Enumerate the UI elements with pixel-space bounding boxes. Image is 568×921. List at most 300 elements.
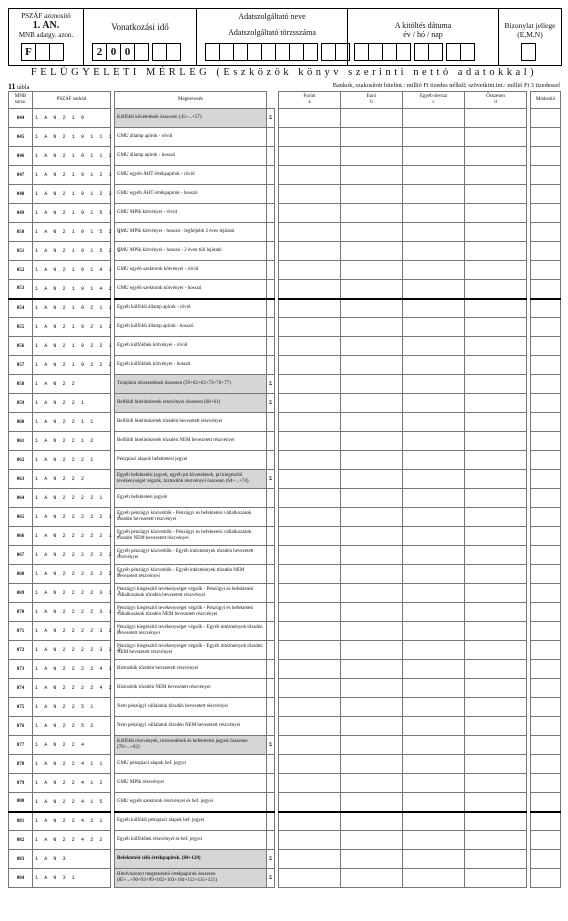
modosito-cell[interactable]: [531, 223, 561, 242]
osszesen-cell[interactable]: [465, 679, 527, 698]
modosito-cell[interactable]: [531, 166, 561, 185]
modosito-cell[interactable]: [531, 774, 561, 793]
row-code: 1 A N 2 2 2 2 2 2 1: [33, 546, 111, 565]
modosito-cell[interactable]: [531, 413, 561, 432]
forint-cell[interactable]: [279, 698, 341, 717]
row-description: GMU egyéb szektorok kötvényei - hosszú: [115, 280, 267, 299]
euro-cell[interactable]: [341, 470, 403, 489]
osszesen-cell[interactable]: [465, 470, 527, 489]
pszaf-label: PSZÁF azonosító: [21, 12, 71, 20]
osszesen-cell[interactable]: [465, 812, 527, 831]
row-number: 066: [9, 527, 33, 546]
euro-cell[interactable]: [341, 755, 403, 774]
row-code: 1 A N 2 1 9 1 2 1: [33, 166, 111, 185]
euro-cell[interactable]: [341, 223, 403, 242]
euro-cell[interactable]: [341, 261, 403, 280]
egyeb-deviza-cell[interactable]: [403, 432, 465, 451]
modosito-cell[interactable]: [531, 869, 561, 888]
egyeb-deviza-cell[interactable]: [403, 204, 465, 223]
osszesen-cell[interactable]: [465, 489, 527, 508]
egyeb-deviza-cell[interactable]: [403, 337, 465, 356]
osszesen-cell[interactable]: [465, 546, 527, 565]
euro-cell[interactable]: [341, 660, 403, 679]
euro-cell[interactable]: [341, 565, 403, 584]
table-row: [9, 527, 561, 546]
euro-cell[interactable]: [341, 413, 403, 432]
period-box[interactable]: 2: [92, 43, 107, 61]
forint-cell[interactable]: [279, 318, 341, 337]
osszesen-cell[interactable]: [465, 432, 527, 451]
period-box[interactable]: 0: [106, 43, 121, 61]
modosito-cell[interactable]: [531, 204, 561, 223]
euro-cell[interactable]: [341, 185, 403, 204]
modosito-cell[interactable]: [531, 527, 561, 546]
modosito-cell[interactable]: [531, 489, 561, 508]
euro-cell[interactable]: [341, 318, 403, 337]
modosito-cell[interactable]: [531, 394, 561, 413]
forint-cell[interactable]: [279, 470, 341, 489]
forint-cell[interactable]: [279, 774, 341, 793]
row-code: 1 A N 2 1 9 1 1 1: [33, 128, 111, 147]
forint-cell[interactable]: [279, 356, 341, 375]
modosito-cell[interactable]: [531, 755, 561, 774]
row-code: 1 A N 2 1 9: [33, 109, 111, 128]
osszesen-cell[interactable]: [465, 375, 527, 394]
osszesen-cell[interactable]: [465, 869, 527, 888]
euro-cell[interactable]: [341, 774, 403, 793]
row-number: 060: [9, 413, 33, 432]
egyeb-deviza-cell[interactable]: [403, 850, 465, 869]
euro-cell[interactable]: [341, 337, 403, 356]
euro-cell[interactable]: [341, 603, 403, 622]
egyeb-deviza-cell[interactable]: [403, 698, 465, 717]
row-description: Külföldi követelések összesen (45+...+57): [115, 109, 267, 128]
euro-cell[interactable]: [341, 489, 403, 508]
table-row: [9, 812, 561, 831]
forint-cell[interactable]: [279, 128, 341, 147]
row-description: GMU MPIk kötvényei - hosszú - legfeljebb 2 éves lejáratú: [115, 223, 267, 242]
osszesen-cell[interactable]: [465, 698, 527, 717]
modosito-cell[interactable]: [531, 698, 561, 717]
sum-marker: [267, 128, 275, 147]
provider-box[interactable]: [233, 43, 248, 61]
osszesen-cell[interactable]: [465, 793, 527, 812]
euro-cell[interactable]: [341, 109, 403, 128]
date-box[interactable]: [354, 43, 369, 61]
egyeb-deviza-cell[interactable]: [403, 774, 465, 793]
forint-cell[interactable]: [279, 869, 341, 888]
modosito-cell[interactable]: [531, 299, 561, 318]
table-row: [9, 470, 561, 489]
row-code: 1 A N 3: [33, 850, 111, 869]
provider-box[interactable]: [275, 43, 290, 61]
forint-cell[interactable]: [279, 394, 341, 413]
osszesen-cell[interactable]: [465, 755, 527, 774]
euro-cell[interactable]: [341, 793, 403, 812]
row-description: Egyéb külföldi pénzpiaci alapok bef. jegyei: [115, 812, 267, 831]
period-box[interactable]: [134, 43, 149, 61]
forint-cell[interactable]: [279, 413, 341, 432]
osszesen-cell[interactable]: [465, 413, 527, 432]
forint-cell[interactable]: [279, 603, 341, 622]
sum-marker: [267, 831, 275, 850]
euro-cell[interactable]: [341, 622, 403, 641]
row-description: Biztosítók tőzsdén bevezetett részvényei: [115, 660, 267, 679]
provider-box[interactable]: [205, 43, 220, 61]
egyeb-deviza-cell[interactable]: [403, 261, 465, 280]
osszesen-cell[interactable]: [465, 185, 527, 204]
row-number: 057: [9, 356, 33, 375]
euro-cell[interactable]: [341, 717, 403, 736]
osszesen-cell[interactable]: [465, 166, 527, 185]
osszesen-cell[interactable]: [465, 451, 527, 470]
row-number: 054: [9, 299, 33, 318]
table-row: [9, 242, 561, 261]
euro-cell[interactable]: [341, 869, 403, 888]
euro-cell[interactable]: [341, 546, 403, 565]
pszaf-boxes: [21, 43, 63, 61]
provider-box[interactable]: [321, 43, 336, 61]
egyeb-deviza-cell[interactable]: [403, 622, 465, 641]
egyeb-deviza-cell[interactable]: [403, 128, 465, 147]
row-code: 1 A N 2 2 4 2 2: [33, 831, 111, 850]
sum-marker: Σ: [267, 470, 275, 489]
egyeb-deviza-cell[interactable]: [403, 280, 465, 299]
osszesen-cell[interactable]: [465, 565, 527, 584]
date-format: év / hó / nap: [403, 30, 443, 39]
euro-cell[interactable]: [341, 356, 403, 375]
euro-cell[interactable]: [341, 375, 403, 394]
egyeb-deviza-cell[interactable]: [403, 717, 465, 736]
egyeb-deviza-cell[interactable]: [403, 641, 465, 660]
egyeb-deviza-cell[interactable]: [403, 603, 465, 622]
modosito-cell[interactable]: [531, 850, 561, 869]
table-row: [9, 641, 561, 660]
row-code: 1 A N 2 2 1: [33, 394, 111, 413]
euro-cell[interactable]: [341, 584, 403, 603]
modosito-cell[interactable]: [531, 603, 561, 622]
forint-cell[interactable]: [279, 660, 341, 679]
egyeb-deviza-cell[interactable]: [403, 812, 465, 831]
osszesen-cell[interactable]: [465, 128, 527, 147]
forint-cell[interactable]: [279, 565, 341, 584]
osszesen-cell[interactable]: [465, 584, 527, 603]
table-row: [9, 774, 561, 793]
osszesen-cell[interactable]: [465, 299, 527, 318]
modosito-cell[interactable]: [531, 508, 561, 527]
osszesen-cell[interactable]: [465, 641, 527, 660]
modosito-cell[interactable]: [531, 432, 561, 451]
egyeb-deviza-cell[interactable]: [403, 679, 465, 698]
row-code: 1 A N 2 2 2 2 1: [33, 489, 111, 508]
table-row: [9, 166, 561, 185]
row-number: 053: [9, 280, 33, 299]
nature-box[interactable]: [521, 43, 536, 61]
row-description: Egyéb külföldi államp apírok - rövid: [115, 299, 267, 318]
osszesen-cell[interactable]: [465, 147, 527, 166]
row-description: Pénzügyi kiegészítő tevékenységet végzők - Pénzügyi és befektetési vállalkozások tőzsdén bevezetett részvényei: [115, 584, 267, 603]
forint-cell[interactable]: [279, 736, 341, 755]
col-egyeb-deviza: Egyéb deviza c: [403, 92, 465, 109]
row-code: 1 A N 2 1 9 1 4 1: [33, 261, 111, 280]
modosito-cell[interactable]: [531, 109, 561, 128]
euro-cell[interactable]: [341, 166, 403, 185]
table-row: [9, 793, 561, 812]
osszesen-cell[interactable]: [465, 356, 527, 375]
egyeb-deviza-cell[interactable]: [403, 166, 465, 185]
modosito-cell[interactable]: [531, 793, 561, 812]
date-box[interactable]: [382, 43, 397, 61]
forint-cell[interactable]: [279, 641, 341, 660]
row-number: 079: [9, 774, 33, 793]
osszesen-cell[interactable]: [465, 261, 527, 280]
euro-cell[interactable]: [341, 299, 403, 318]
egyeb-deviza-cell[interactable]: [403, 508, 465, 527]
forint-cell[interactable]: [279, 185, 341, 204]
modosito-cell[interactable]: [531, 261, 561, 280]
euro-cell[interactable]: [341, 280, 403, 299]
osszesen-cell[interactable]: [465, 622, 527, 641]
egyeb-deviza-cell[interactable]: [403, 527, 465, 546]
euro-cell[interactable]: [341, 508, 403, 527]
osszesen-cell[interactable]: [465, 850, 527, 869]
modosito-cell[interactable]: [531, 831, 561, 850]
forint-cell[interactable]: [279, 280, 341, 299]
row-code: 1 A N 2 2 2 2 4 1: [33, 660, 111, 679]
row-number: 080: [9, 793, 33, 812]
osszesen-cell[interactable]: [465, 717, 527, 736]
egyeb-deviza-cell[interactable]: [403, 565, 465, 584]
row-code: 1 A N 2 1 9 1 1 2: [33, 147, 111, 166]
modosito-cell[interactable]: [531, 147, 561, 166]
forint-cell[interactable]: [279, 489, 341, 508]
provider-box[interactable]: [261, 43, 276, 61]
sum-marker: Σ: [267, 736, 275, 755]
osszesen-cell[interactable]: [465, 394, 527, 413]
osszesen-cell[interactable]: [465, 242, 527, 261]
forint-cell[interactable]: [279, 375, 341, 394]
egyeb-deviza-cell[interactable]: [403, 660, 465, 679]
osszesen-cell[interactable]: [465, 660, 527, 679]
date-box[interactable]: [368, 43, 383, 61]
modosito-cell[interactable]: [531, 356, 561, 375]
modosito-cell[interactable]: [531, 470, 561, 489]
period-box[interactable]: 0: [120, 43, 135, 61]
egyeb-deviza-cell[interactable]: [403, 147, 465, 166]
modosito-cell[interactable]: [531, 622, 561, 641]
sum-marker: [267, 432, 275, 451]
modosito-cell[interactable]: [531, 280, 561, 299]
row-description: Tulajdoni részesedések összesen (59+62+63+73+76+77): [115, 375, 267, 394]
pszaf-box[interactable]: [49, 43, 64, 61]
egyeb-deviza-cell[interactable]: [403, 736, 465, 755]
row-code: 1 A N 2 2 2 2 2 2 2: [33, 565, 111, 584]
egyeb-deviza-cell[interactable]: [403, 793, 465, 812]
table-row: [9, 299, 561, 318]
euro-cell[interactable]: [341, 204, 403, 223]
sum-marker: [267, 489, 275, 508]
euro-cell[interactable]: [341, 736, 403, 755]
row-code: 1 A N 2 2 2 2 3 2 2: [33, 641, 111, 660]
egyeb-deviza-cell[interactable]: [403, 546, 465, 565]
modosito-cell[interactable]: [531, 337, 561, 356]
forint-cell[interactable]: [279, 850, 341, 869]
provider-box[interactable]: [247, 43, 262, 61]
modosito-cell[interactable]: [531, 128, 561, 147]
egyeb-deviza-cell[interactable]: [403, 223, 465, 242]
osszesen-cell[interactable]: [465, 337, 527, 356]
row-number: 073: [9, 660, 33, 679]
row-number: 061: [9, 432, 33, 451]
euro-cell[interactable]: [341, 698, 403, 717]
euro-cell[interactable]: [341, 451, 403, 470]
modosito-cell[interactable]: [531, 242, 561, 261]
col-modosito: Módosító: [531, 92, 561, 109]
row-code: 1 A N 2 2 2 2 3 1 1: [33, 584, 111, 603]
forint-cell[interactable]: [279, 451, 341, 470]
modosito-cell[interactable]: [531, 185, 561, 204]
osszesen-cell[interactable]: [465, 204, 527, 223]
forint-cell[interactable]: [279, 831, 341, 850]
egyeb-deviza-cell[interactable]: [403, 299, 465, 318]
forint-cell[interactable]: [279, 204, 341, 223]
forint-cell[interactable]: [279, 717, 341, 736]
date-box[interactable]: [428, 43, 443, 61]
egyeb-deviza-cell[interactable]: [403, 394, 465, 413]
modosito-cell[interactable]: [531, 717, 561, 736]
provider-box[interactable]: [219, 43, 234, 61]
modosito-cell[interactable]: [531, 812, 561, 831]
sum-marker: [267, 166, 275, 185]
modosito-cell[interactable]: [531, 679, 561, 698]
euro-cell[interactable]: [341, 812, 403, 831]
osszesen-cell[interactable]: [465, 318, 527, 337]
row-description: Egyéb befektetési jegyek: [115, 489, 267, 508]
row-code: 1 A N 2 2 4 1 2: [33, 774, 111, 793]
period-box[interactable]: [152, 43, 167, 61]
egyeb-deviza-cell[interactable]: [403, 109, 465, 128]
modosito-cell[interactable]: [531, 736, 561, 755]
euro-cell[interactable]: [341, 394, 403, 413]
modosito-cell[interactable]: [531, 565, 561, 584]
date-box[interactable]: [460, 43, 475, 61]
modosito-cell[interactable]: [531, 451, 561, 470]
table-row: [9, 128, 561, 147]
osszesen-cell[interactable]: [465, 603, 527, 622]
forint-cell[interactable]: [279, 793, 341, 812]
date-box[interactable]: [396, 43, 411, 61]
forint-cell[interactable]: [279, 337, 341, 356]
forint-cell[interactable]: [279, 812, 341, 831]
forint-cell[interactable]: [279, 242, 341, 261]
date-box[interactable]: [414, 43, 429, 61]
osszesen-cell[interactable]: [465, 736, 527, 755]
forint-cell[interactable]: [279, 147, 341, 166]
egyeb-deviza-cell[interactable]: [403, 413, 465, 432]
table-row: [9, 109, 561, 128]
provider-box[interactable]: [303, 43, 318, 61]
egyeb-deviza-cell[interactable]: [403, 356, 465, 375]
modosito-cell[interactable]: [531, 318, 561, 337]
egyeb-deviza-cell[interactable]: [403, 242, 465, 261]
osszesen-cell[interactable]: [465, 774, 527, 793]
forint-cell[interactable]: [279, 584, 341, 603]
row-number: 076: [9, 717, 33, 736]
egyeb-deviza-cell[interactable]: [403, 584, 465, 603]
osszesen-cell[interactable]: [465, 223, 527, 242]
forint-cell[interactable]: [279, 432, 341, 451]
euro-cell[interactable]: [341, 679, 403, 698]
egyeb-deviza-cell[interactable]: [403, 489, 465, 508]
date-box[interactable]: [446, 43, 461, 61]
forint-cell[interactable]: [279, 622, 341, 641]
row-description: Egyéb külföldiek kötvényei - hosszú: [115, 356, 267, 375]
forint-cell[interactable]: [279, 299, 341, 318]
pszaf-box[interactable]: F: [21, 43, 36, 61]
osszesen-cell[interactable]: [465, 109, 527, 128]
forint-cell[interactable]: [279, 109, 341, 128]
sum-marker: Σ: [267, 850, 275, 869]
row-description: Hitelviszonyt megtestesítő értékpapírok összesen (85+...+90+93+99+102+103+104+112+115+121): [115, 869, 267, 888]
period-box[interactable]: [166, 43, 181, 61]
egyeb-deviza-cell[interactable]: [403, 375, 465, 394]
row-code: 1 A N 2 2 2 2 2 1 1: [33, 508, 111, 527]
osszesen-cell[interactable]: [465, 527, 527, 546]
egyeb-deviza-cell[interactable]: [403, 831, 465, 850]
column-header-row: [9, 92, 561, 109]
forint-cell[interactable]: [279, 508, 341, 527]
provider-box[interactable]: [289, 43, 304, 61]
osszesen-cell[interactable]: [465, 831, 527, 850]
forint-cell[interactable]: [279, 223, 341, 242]
euro-cell[interactable]: [341, 850, 403, 869]
sum-marker: [267, 318, 275, 337]
euro-cell[interactable]: [341, 147, 403, 166]
row-number: 051: [9, 242, 33, 261]
modosito-cell[interactable]: [531, 584, 561, 603]
euro-cell[interactable]: [341, 432, 403, 451]
euro-cell[interactable]: [341, 242, 403, 261]
egyeb-deviza-cell[interactable]: [403, 318, 465, 337]
sum-marker: [267, 413, 275, 432]
forint-cell[interactable]: [279, 546, 341, 565]
egyeb-deviza-cell[interactable]: [403, 185, 465, 204]
forint-cell[interactable]: [279, 166, 341, 185]
egyeb-deviza-cell[interactable]: [403, 470, 465, 489]
pszaf-box[interactable]: [35, 43, 50, 61]
osszesen-cell[interactable]: [465, 508, 527, 527]
modosito-cell[interactable]: [531, 641, 561, 660]
euro-cell[interactable]: [341, 128, 403, 147]
forint-cell[interactable]: [279, 755, 341, 774]
osszesen-cell[interactable]: [465, 280, 527, 299]
forint-cell[interactable]: [279, 527, 341, 546]
euro-cell[interactable]: [341, 527, 403, 546]
row-description: GMU egyéb ÁHT értékpapírok - hosszú: [115, 185, 267, 204]
euro-cell[interactable]: [341, 641, 403, 660]
row-code: 1 A N 2 2 4 1 5: [33, 793, 111, 812]
forint-cell[interactable]: [279, 679, 341, 698]
euro-cell[interactable]: [341, 831, 403, 850]
modosito-cell[interactable]: [531, 546, 561, 565]
egyeb-deviza-cell[interactable]: [403, 755, 465, 774]
row-number: 064: [9, 489, 33, 508]
modosito-cell[interactable]: [531, 375, 561, 394]
egyeb-deviza-cell[interactable]: [403, 451, 465, 470]
egyeb-deviza-cell[interactable]: [403, 869, 465, 888]
modosito-cell[interactable]: [531, 660, 561, 679]
forint-cell[interactable]: [279, 261, 341, 280]
